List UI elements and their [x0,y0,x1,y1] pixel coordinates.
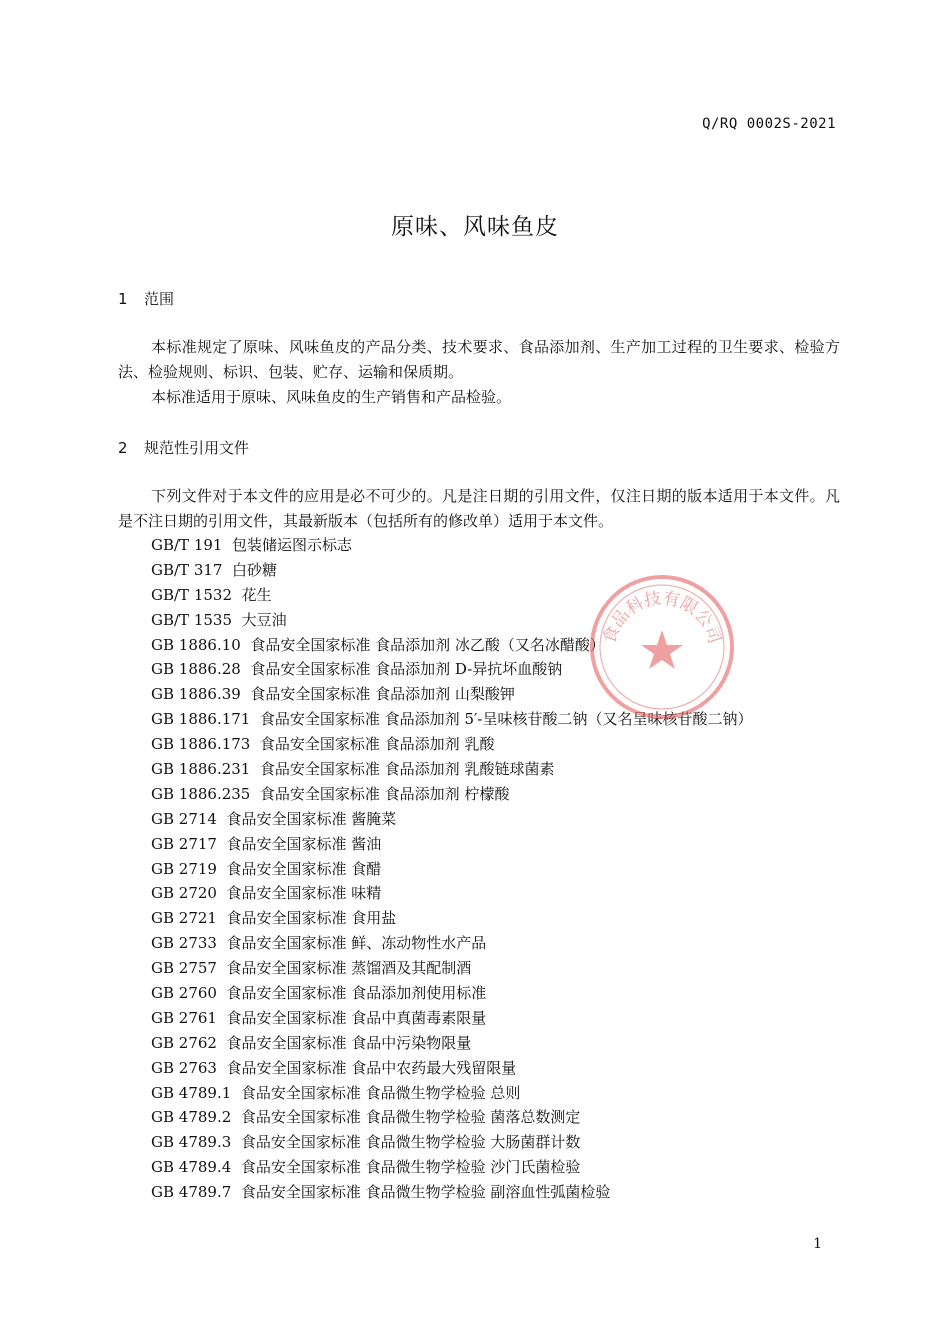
reference-title: 食品安全国家标准 食品中真菌毒素限量 [226,1008,487,1027]
reference-item [151,1105,752,1130]
reference-title: 食品安全国家标准 食品微生物学检验 沙门氏菌检验 [240,1158,581,1177]
reference-title: 食品安全国家标准 食品微生物学检验 副溶血性弧菌检验 [240,1183,611,1202]
reference-title: 食品安全国家标准 味精 [226,884,382,903]
reference-title: 食品安全国家标准 食品中污染物限量 [226,1033,472,1052]
reference-title: 食品安全国家标准 蒸馏酒及其配制酒 [226,959,472,978]
reference-title: 包装储运图示标志 [232,536,353,554]
reference-title: 花生 [241,585,272,604]
reference-item [151,732,752,757]
document-title: 原味、风味鱼皮 [391,214,559,240]
reference-code: GB/T 317 [151,560,223,579]
reference-title: 白砂糖 [232,560,278,579]
reference-code: GB 2721 [151,909,217,928]
seal-star-icon [641,630,683,669]
reference-title: 食品安全国家标准 食品添加剂 山梨酸钾 [250,685,515,704]
reference-title: 食品安全国家标准 食品微生物学检验 菌落总数测定 [240,1108,581,1127]
section-1-paragraph-2: 本标准适用于原味、风味鱼皮的生产销售和产品检验。 [151,388,512,406]
reference-code: GB 2761 [151,1008,217,1027]
section-2-title: 规范性引用文件 [144,439,250,457]
reference-title: 食品安全国家标准 食品添加剂 乳酸链球菌素 [259,760,555,779]
reference-title: 食品安全国家标准 食品添加剂 5′-呈味核苷酸二钠（又名呈味核苷酸二钠） [259,710,753,729]
company-seal [587,572,737,722]
reference-item [151,956,752,981]
reference-title: 食品安全国家标准 食品微生物学检验 总则 [240,1083,521,1102]
reference-item [151,832,752,857]
reference-item [151,1031,752,1056]
reference-title: 食品安全国家标准 鲜、冻动物性水产品 [226,934,487,953]
reference-code: GB 4789.2 [151,1108,232,1127]
reference-code: GB 2719 [151,859,217,878]
section-2-intro: 下列文件对于本文件的应用是必不可少的。凡是注日期的引用文件，仅注日期的版本适用于本文件。凡是不注日期的引用文件，其最新版本（包括所有的修改单）适用于本文件。 [118,487,840,530]
reference-code: GB 1886.173 [151,735,251,754]
seal-text: 食品科技有限公司 [599,588,725,647]
reference-item [151,1006,752,1031]
reference-code: GB/T 191 [151,536,223,554]
section-1-number: 1 [118,290,128,308]
reference-code: GB 2760 [151,984,217,1003]
reference-item [151,1081,752,1106]
section-2-number: 2 [118,439,128,457]
reference-code: GB 2733 [151,934,217,953]
standard-code: Q/RQ 0002S-2021 [702,116,836,132]
reference-title: 食品安全国家标准 食品添加剂 柠檬酸 [259,784,510,803]
reference-title: 食品安全国家标准 食品微生物学检验 大肠菌群计数 [240,1133,581,1152]
page-number: 1 [813,1236,822,1252]
reference-code: GB 4789.7 [151,1183,232,1202]
reference-code: GB/T 1535 [151,610,233,629]
reference-item [151,881,752,906]
reference-item [151,981,752,1006]
reference-code: GB 2717 [151,834,217,853]
reference-title: 食品安全国家标准 食醋 [226,859,382,878]
reference-code: GB 4789.3 [151,1133,232,1152]
reference-code: GB 1886.39 [151,685,241,704]
reference-code: GB 1886.171 [151,710,251,729]
section-1-paragraph-1: 本标准规定了原味、风味鱼皮的产品分类、技术要求、食品添加剂、生产加工过程的卫生要求、检验方法、检验规则、标识、包装、贮存、运输和保质期。 [118,338,840,381]
reference-item [151,931,752,956]
reference-title: 食品安全国家标准 食品添加剂 D-异抗坏血酸钠 [250,660,563,679]
reference-item [151,533,752,558]
reference-code: GB 2720 [151,884,217,903]
reference-item [151,1180,752,1205]
reference-item [151,807,752,832]
reference-title: 食品安全国家标准 食品添加剂使用标准 [226,984,487,1003]
reference-item [151,906,752,931]
reference-code: GB 1886.235 [151,784,251,803]
reference-code: GB 1886.231 [151,760,251,779]
reference-title: 食品安全国家标准 酱油 [226,834,382,853]
section-1-heading [118,288,174,309]
reference-code: GB/T 1532 [151,585,233,604]
reference-code: GB 4789.1 [151,1083,232,1102]
reference-item [151,757,752,782]
reference-title: 食品安全国家标准 食品添加剂 冰乙酸（又名冰醋酸） [250,635,605,654]
reference-code: GB 2763 [151,1058,217,1077]
reference-code: GB 2757 [151,959,217,978]
reference-code: GB 2762 [151,1033,217,1052]
reference-item [151,1056,752,1081]
reference-item [151,782,752,807]
reference-code: GB 1886.28 [151,660,241,679]
reference-title: 食品安全国家标准 酱腌菜 [226,809,397,828]
reference-title: 食品安全国家标准 食品中农药最大残留限量 [226,1058,517,1077]
reference-item [151,1155,752,1180]
section-1-title: 范围 [144,290,175,308]
reference-code: GB 1886.10 [151,635,241,654]
reference-item [151,857,752,882]
reference-code: GB 2714 [151,809,217,828]
reference-title: 大豆油 [241,610,287,629]
reference-title: 食品安全国家标准 食品添加剂 乳酸 [259,735,495,754]
reference-item [151,1130,752,1155]
reference-code: GB 4789.4 [151,1158,232,1177]
reference-title: 食品安全国家标准 食用盐 [226,909,397,928]
section-2-heading [118,437,249,458]
